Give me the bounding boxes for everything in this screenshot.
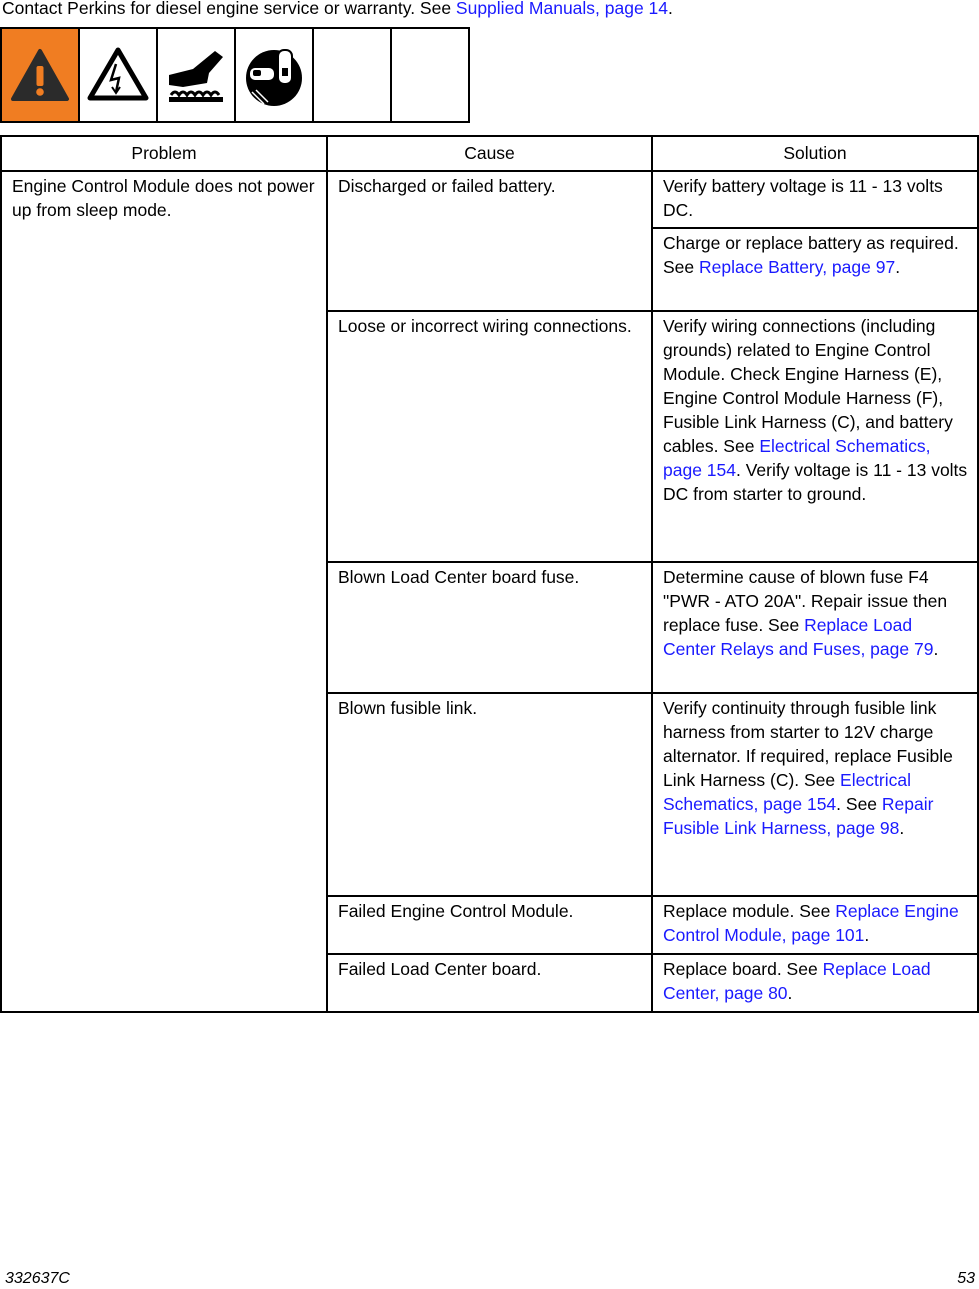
solution-end: . [864,925,870,945]
solution-cell [652,311,978,562]
replace-engine-control-module-link[interactable]: Replace Engine Control Module, page 101 [663,901,959,945]
solution-cell [652,954,978,1012]
solution-end: . [787,983,793,1003]
solution-cell [652,171,978,228]
intro-text: Contact Perkins for diesel engine service or warranty. See [2,0,456,18]
solution-cell [652,562,978,693]
table-row [1,171,978,228]
solution-end: . [895,257,901,277]
cause-cell: Failed Engine Control Module. [327,896,652,954]
supplied-manuals-link[interactable]: Supplied Manuals, page 14 [455,0,669,18]
troubleshooting-table [0,135,979,1013]
repair-fusible-link-harness-link[interactable]: Repair Fusible Link Harness, page 98 [663,794,934,838]
solution-cell [652,693,978,896]
electrical-schematics-link[interactable]: Electrical Schematics, page 154 [663,436,931,480]
electrical-schematics-link[interactable]: Electrical Schematics, page 154 [663,770,912,814]
cause-cell: Blown fusible link. [327,693,652,896]
replace-load-center-link[interactable]: Replace Load Center, page 80 [663,959,931,1003]
page-number: 53 [957,1270,975,1287]
solution-text: Charge or replace battery as required. See [663,233,959,277]
document-number: 332637C [5,1270,70,1287]
cause-cell: Failed Load Center board. [327,954,652,1012]
intro-paragraph [2,0,673,19]
solution-end: . [933,639,939,659]
intro-end: . [668,0,673,18]
solution-cell [652,896,978,954]
hazard-icon-strip [0,27,470,123]
replace-load-center-relays-link[interactable]: Replace Load Center Relays and Fuses, page 79 [663,615,934,659]
table-header-row [1,136,978,171]
solution-text: Verify battery voltage is 11 - 13 volts DC. [663,176,943,220]
solution-text: Verify wiring connections (including grounds) related to Engine Control Module. Check Engine Harness (E), Engine Control Module Harness (F), Fusible Link Harness (C), and battery cables. See [663,316,953,456]
cause-cell: Loose or incorrect wiring connections. [327,311,652,562]
header-problem: Problem [1,136,327,171]
header-cause: Cause [327,136,652,171]
cause-cell: Discharged or failed battery. [327,171,652,311]
solution-mid: . See [836,794,882,814]
cause-cell: Blown Load Center board fuse. [327,562,652,693]
solution-text: Replace board. See [663,959,823,979]
replace-battery-link[interactable]: Replace Battery, page 97 [699,257,896,277]
solution-text: Replace module. See [663,901,836,921]
blank-icon-cell [392,29,468,121]
problem-cell: Engine Control Module does not power up from sleep mode. [1,171,327,1012]
solution-text: Verify continuity through fusible link harness from starter to 12V charge alternator. If required, replace Fusible Link Harness (C). See [663,698,953,790]
blank-icon-cell [314,29,392,121]
warning-triangle-icon [2,29,80,121]
ppe-eye-ear-protection-icon [236,29,314,121]
solution-cell [652,228,978,311]
solution-end: . Verify voltage is 11 - 13 volts DC from starter to ground. [663,460,968,504]
electric-shock-icon [80,29,158,121]
hot-surface-icon [158,29,236,121]
header-solution: Solution [652,136,978,171]
solution-text: Determine cause of blown fuse F4 "PWR - ATO 20A". Repair issue then replace fuse. See [663,567,948,635]
solution-end: . [899,818,905,838]
